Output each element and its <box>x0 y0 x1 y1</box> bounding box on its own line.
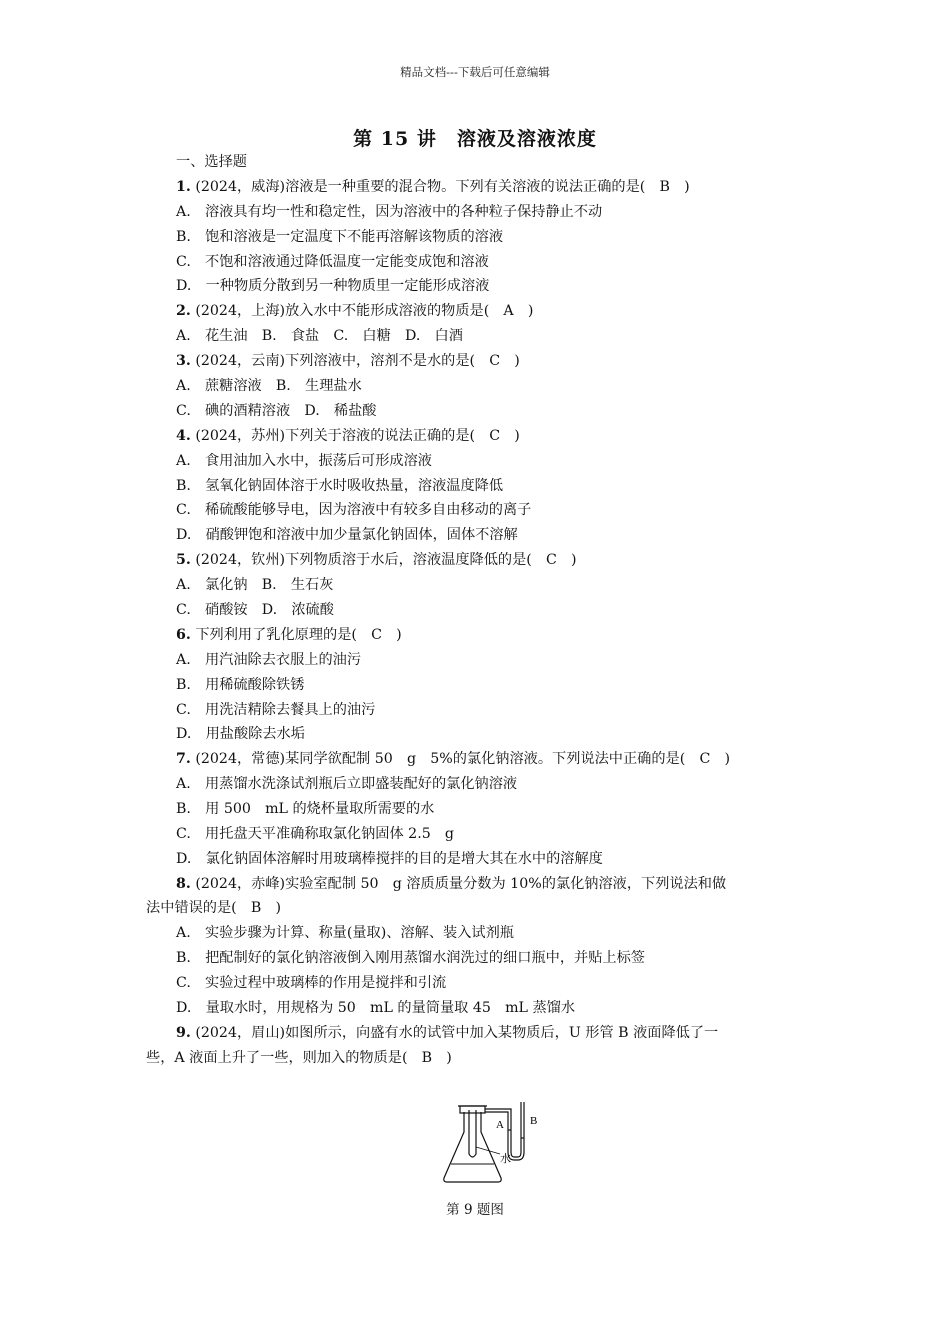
option: A. 实验步骤为计算、称量(量取)、溶解、装入试剂瓶 <box>176 925 514 941</box>
question-number: 6. <box>176 627 191 643</box>
option: D. 用盐酸除去水垢 <box>176 726 305 742</box>
question-stem-continued: 法中错误的是( B ) <box>146 900 281 916</box>
question-9 <box>176 1023 718 1043</box>
option: D. 硝酸钾饱和溶液中加少量氯化钠固体，固体不溶解 <box>176 527 518 543</box>
option: D. 量取水时，用规格为 50 mL 的量筒量取 45 mL 蒸馏水 <box>176 1000 576 1016</box>
question-1 <box>176 177 690 197</box>
question-2 <box>176 301 533 321</box>
question-stem: (2024，赤峰)实验室配制 50 g 溶质质量分数为 10%的氯化钠溶液，下列说法和做 <box>195 876 727 892</box>
question-number: 3. <box>176 353 191 369</box>
page-title: 第 15 讲 溶液及溶液浓度 <box>353 128 597 150</box>
option: C. 稀硫酸能够导电，因为溶液中有较多自由移动的离子 <box>176 502 532 518</box>
question-stem: (2024，云南)下列溶液中，溶剂不是水的是( C ) <box>195 353 520 369</box>
option: C. 用托盘天平准确称取氯化钠固体 2.5 g <box>176 826 455 842</box>
option: B. 氢氧化钠固体溶于水时吸收热量，溶液温度降低 <box>176 478 504 494</box>
option: A. 食用油加入水中，振荡后可形成溶液 <box>176 453 432 469</box>
question-3 <box>176 351 520 371</box>
question-8 <box>176 874 726 894</box>
option: B. 饱和溶液是一定温度下不能再溶解该物质的溶液 <box>176 229 504 245</box>
option: A. 蔗糖溶液 B. 生理盐水 <box>176 378 362 394</box>
question-6 <box>176 625 402 645</box>
option: C. 硝酸铵 D. 浓硫酸 <box>176 602 334 618</box>
question-5 <box>176 550 577 570</box>
question-stem: (2024，眉山)如图所示，向盛有水的试管中加入某物质后，U 形管 B 液面降低了一 <box>195 1025 719 1041</box>
question-stem: (2024，威海)溶液是一种重要的混合物。下列有关溶液的说法正确的是( B ) <box>195 179 690 195</box>
question-number: 1. <box>176 179 191 195</box>
option: B. 用 500 mL 的烧杯量取所需要的水 <box>176 801 435 817</box>
option: A. 氯化钠 B. 生石灰 <box>176 577 334 593</box>
option: D. 一种物质分散到另一种物质里一定能形成溶液 <box>176 278 490 294</box>
question-stem-continued: 些，A 液面上升了一些，则加入的物质是( B ) <box>146 1050 452 1066</box>
option: D. 氯化钠固体溶解时用玻璃棒搅拌的目的是增大其在水中的溶解度 <box>176 851 603 867</box>
question-stem: (2024，钦州)下列物质溶于水后，溶液温度降低的是( C ) <box>195 552 577 568</box>
question-stem: 下列利用了乳化原理的是( C ) <box>195 627 402 643</box>
figure-caption: 第 9 题图 <box>446 1202 504 1218</box>
question-stem: (2024，常德)某同学欲配制 50 g 5%的氯化钠溶液。下列说法中正确的是( C ) <box>195 751 731 767</box>
label-a: A <box>496 1119 504 1131</box>
section-heading: 一、选择题 <box>176 154 247 170</box>
option: C. 实验过程中玻璃棒的作用是搅拌和引流 <box>176 975 447 991</box>
option: A. 溶液具有均一性和稳定性，因为溶液中的各种粒子保持静止不动 <box>176 204 603 220</box>
label-b: B <box>530 1115 538 1127</box>
option: A. 用蒸馏水洗涤试剂瓶后立即盛装配好的氯化钠溶液 <box>176 776 518 792</box>
page-header: 精品文档---下载后可任意编辑 <box>400 65 550 79</box>
question-stem: (2024，上海)放入水中不能形成溶液的物质是( A ) <box>195 303 534 319</box>
question-stem: (2024，苏州)下列关于溶液的说法正确的是( C ) <box>195 428 520 444</box>
flask-u-tube-figure <box>438 1092 548 1192</box>
question-number: 4. <box>176 428 191 444</box>
question-number: 7. <box>176 751 191 767</box>
option: A. 花生油 B. 食盐 C. 白糖 D. 白酒 <box>176 328 463 344</box>
question-7 <box>176 749 730 769</box>
option: B. 用稀硫酸除铁锈 <box>176 677 305 693</box>
option: B. 把配制好的氯化钠溶液倒入刚用蒸馏水润洗过的细口瓶中，并贴上标签 <box>176 950 645 966</box>
question-number: 2. <box>176 303 191 319</box>
question-number: 5. <box>176 552 191 568</box>
label-water: 水 <box>500 1152 511 1165</box>
option: C. 用洗洁精除去餐具上的油污 <box>176 702 376 718</box>
option: C. 碘的酒精溶液 D. 稀盐酸 <box>176 403 377 419</box>
question-number: 9. <box>176 1025 191 1041</box>
question-4 <box>176 426 520 446</box>
option: C. 不饱和溶液通过降低温度一定能变成饱和溶液 <box>176 254 489 270</box>
option: A. 用汽油除去衣服上的油污 <box>176 652 362 668</box>
question-number: 8. <box>176 876 191 892</box>
